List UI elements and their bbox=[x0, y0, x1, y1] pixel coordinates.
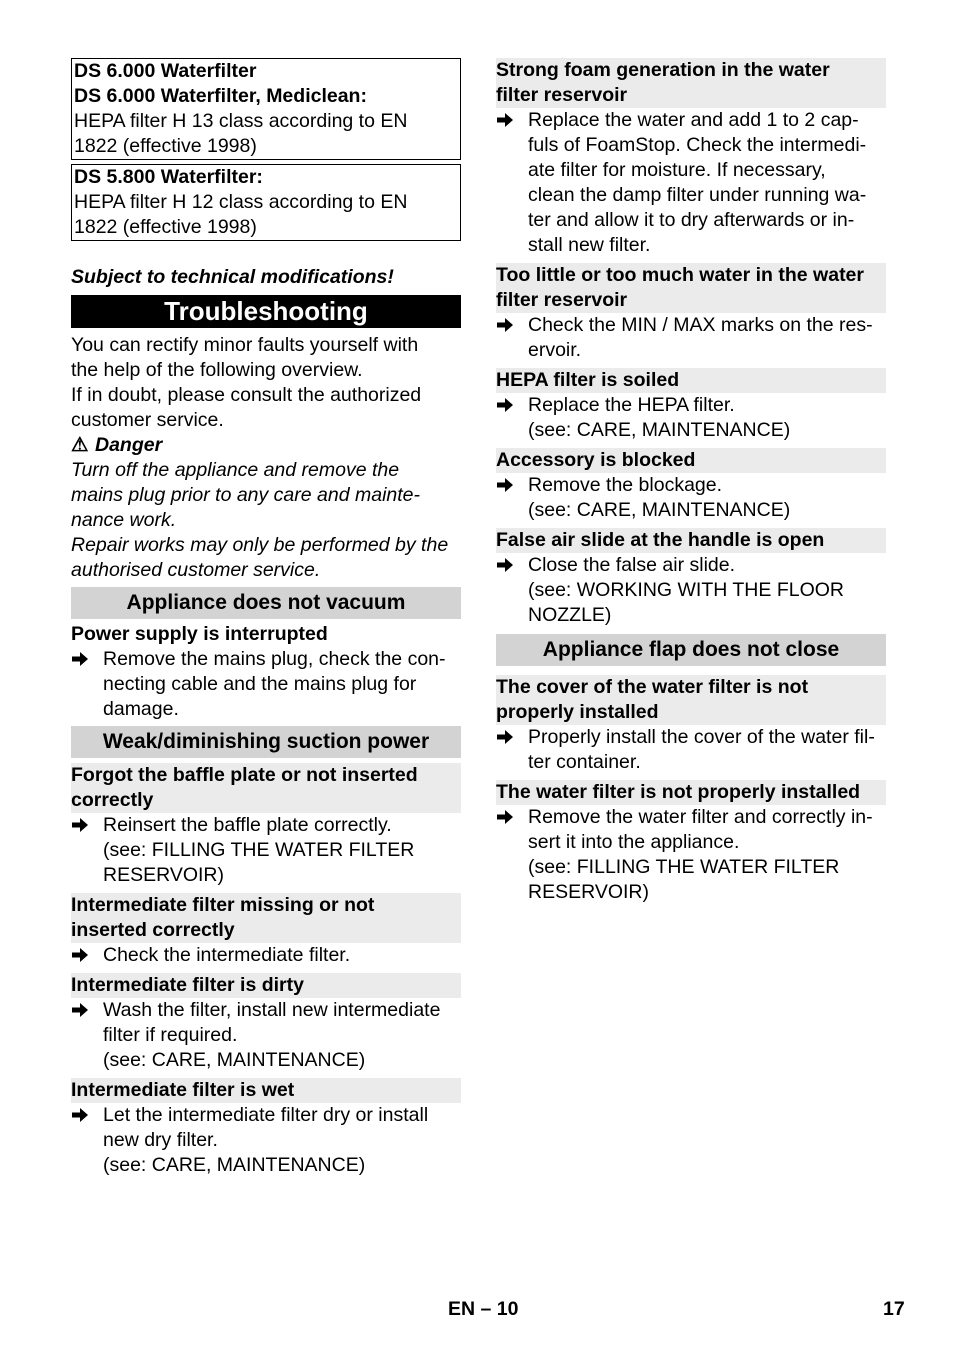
spec-box-ds5800 bbox=[71, 164, 461, 241]
arrow-right-icon bbox=[71, 1103, 93, 1128]
arrow-right-icon bbox=[71, 647, 93, 672]
bullet-item bbox=[496, 108, 886, 258]
arrow-right-icon bbox=[71, 943, 93, 968]
subheading bbox=[496, 528, 886, 553]
bullet-line: filter if required. bbox=[103, 1024, 238, 1046]
bullet-item bbox=[71, 1103, 461, 1178]
bullet-item bbox=[496, 313, 886, 363]
bullet-line: new dry filter. bbox=[103, 1129, 218, 1151]
danger-text bbox=[71, 458, 461, 583]
bullet-item bbox=[496, 553, 886, 628]
bullet-line: necting cable and the mains plug for bbox=[103, 673, 417, 695]
bullet-line: (see: WORKING WITH THE FLOOR bbox=[528, 579, 844, 601]
spec-text: 1822 (effective 1998) bbox=[74, 216, 257, 238]
spec-model: DS 6.000 Waterfilter bbox=[74, 60, 257, 82]
subheading-line: filter reservoir bbox=[496, 84, 628, 106]
bullet-line: damage. bbox=[103, 698, 179, 720]
right-column bbox=[496, 58, 886, 905]
arrow-right-icon bbox=[496, 805, 518, 830]
subheading bbox=[71, 763, 461, 813]
bullet-item bbox=[496, 725, 886, 775]
spec-text: HEPA filter H 12 class according to EN bbox=[74, 191, 408, 213]
bullet-line: Close the false air slide. bbox=[528, 554, 736, 576]
arrow-right-icon bbox=[496, 473, 518, 498]
section-heading: Weak/diminishing suction power bbox=[71, 726, 461, 758]
spec-text: 1822 (effective 1998) bbox=[74, 135, 257, 157]
bullet-line: (see: CARE, MAINTENANCE) bbox=[103, 1049, 366, 1071]
subheading-line: correctly bbox=[71, 789, 154, 811]
subheading bbox=[496, 780, 886, 805]
bullet-line: Check the intermediate filter. bbox=[103, 944, 351, 966]
bullet-line: RESERVOIR) bbox=[528, 881, 649, 903]
intro-text bbox=[71, 333, 461, 433]
bullet-item bbox=[496, 393, 886, 443]
bullet-line: stall new filter. bbox=[528, 234, 651, 256]
subheading-line: Forgot the baffle plate or not inserted bbox=[71, 764, 418, 786]
arrow-right-icon bbox=[71, 998, 93, 1023]
subheading bbox=[496, 263, 886, 313]
subheading-line: inserted correctly bbox=[71, 919, 235, 941]
subheading-line: Intermediate filter is dirty bbox=[71, 974, 304, 996]
bullet-line: Let the intermediate filter dry or install bbox=[103, 1104, 429, 1126]
subheading-line: The cover of the water filter is not bbox=[496, 676, 809, 698]
subheading-line: filter reservoir bbox=[496, 289, 628, 311]
subheading-line: Too little or too much water in the water bbox=[496, 264, 864, 286]
bullet-line: (see: CARE, MAINTENANCE) bbox=[528, 419, 791, 441]
arrow-right-icon bbox=[496, 108, 518, 133]
intro-line: customer service. bbox=[71, 409, 224, 431]
bullet-line: ter container. bbox=[528, 751, 641, 773]
intro-line: the help of the following overview. bbox=[71, 359, 363, 381]
left-column bbox=[71, 58, 461, 1178]
bullet-item bbox=[496, 805, 886, 905]
subheading bbox=[71, 893, 461, 943]
bullet-line: ervoir. bbox=[528, 339, 582, 361]
bullet-line: RESERVOIR) bbox=[103, 864, 224, 886]
arrow-right-icon bbox=[496, 393, 518, 418]
page-title: Troubleshooting bbox=[71, 295, 461, 328]
bullet-item bbox=[71, 813, 461, 888]
footer-section-label: EN – 10 bbox=[448, 1298, 519, 1320]
arrow-right-icon bbox=[496, 553, 518, 578]
subheading-line: Intermediate filter is wet bbox=[71, 1079, 295, 1101]
bullet-line: Wash the filter, install new intermediate bbox=[103, 999, 441, 1021]
bullet-line: Check the MIN / MAX marks on the res- bbox=[528, 314, 873, 336]
bullet-item bbox=[71, 998, 461, 1073]
subheading-line: Accessory is blocked bbox=[496, 449, 696, 471]
spec-box-ds6000 bbox=[71, 58, 461, 160]
spec-model: DS 5.800 Waterfilter: bbox=[74, 166, 263, 188]
danger-line: mains plug prior to any care and mainte- bbox=[71, 484, 421, 506]
bullet-line: (see: CARE, MAINTENANCE) bbox=[103, 1154, 366, 1176]
bullet-line: Remove the water filter and correctly in- bbox=[528, 806, 873, 828]
warning-icon: ⚠ bbox=[71, 434, 89, 456]
subheading-line: HEPA filter is soiled bbox=[496, 369, 680, 391]
subheading bbox=[496, 675, 886, 725]
intro-line: You can rectify minor faults yourself with bbox=[71, 334, 419, 356]
bullet-line: (see: FILLING THE WATER FILTER bbox=[103, 839, 415, 861]
danger-line: nance work. bbox=[71, 509, 177, 531]
section-heading: Appliance does not vacuum bbox=[71, 587, 461, 619]
bullet-item bbox=[496, 473, 886, 523]
page-number: 17 bbox=[883, 1298, 905, 1320]
bullet-line: sert it into the appliance. bbox=[528, 831, 740, 853]
bullet-line: Replace the water and add 1 to 2 cap- bbox=[528, 109, 859, 131]
bullet-line: Reinsert the baffle plate correctly. bbox=[103, 814, 392, 836]
arrow-right-icon bbox=[496, 313, 518, 338]
spec-text: HEPA filter H 13 class according to EN bbox=[74, 110, 408, 132]
bullet-line: NOZZLE) bbox=[528, 604, 612, 626]
subheading bbox=[71, 1078, 461, 1103]
subheading-line: Strong foam generation in the water bbox=[496, 59, 830, 81]
subheading-line: Intermediate filter missing or not bbox=[71, 894, 375, 916]
subheading bbox=[496, 368, 886, 393]
bullet-line: Remove the mains plug, check the con- bbox=[103, 648, 446, 670]
spec-model: DS 6.000 Waterfilter, Mediclean: bbox=[74, 85, 367, 107]
danger-line: authorised customer service. bbox=[71, 559, 321, 581]
subheading-line: False air slide at the handle is open bbox=[496, 529, 825, 551]
bullet-line: clean the damp filter under running wa- bbox=[528, 184, 867, 206]
arrow-right-icon bbox=[496, 725, 518, 750]
subheading bbox=[496, 448, 886, 473]
bullet-line: Replace the HEPA filter. bbox=[528, 394, 735, 416]
bullet-line: Remove the blockage. bbox=[528, 474, 723, 496]
subheading bbox=[71, 973, 461, 998]
bullet-item bbox=[71, 943, 461, 968]
arrow-right-icon bbox=[71, 813, 93, 838]
bullet-line: (see: FILLING THE WATER FILTER bbox=[528, 856, 840, 878]
subheading bbox=[496, 58, 886, 108]
bullet-line: ate filter for moisture. If necessary, bbox=[528, 159, 826, 181]
bullet-line: (see: CARE, MAINTENANCE) bbox=[528, 499, 791, 521]
subheading-line: properly installed bbox=[496, 701, 659, 723]
danger-heading bbox=[71, 433, 461, 458]
danger-line: Repair works may only be performed by the bbox=[71, 534, 449, 556]
subheading: Power supply is interrupted bbox=[71, 623, 328, 645]
danger-line: Turn off the appliance and remove the bbox=[71, 459, 400, 481]
section-heading: Appliance flap does not close bbox=[496, 634, 886, 666]
bullet-line: Properly install the cover of the water fil- bbox=[528, 726, 875, 748]
danger-label: Danger bbox=[95, 434, 163, 456]
bullet-item bbox=[71, 647, 461, 722]
subject-note: Subject to technical modifications! bbox=[71, 266, 394, 288]
bullet-line: ter and allow it to dry afterwards or in- bbox=[528, 209, 855, 231]
intro-line: If in doubt, please consult the authorized bbox=[71, 384, 422, 406]
bullet-line: fuls of FoamStop. Check the intermedi- bbox=[528, 134, 867, 156]
subheading-line: The water filter is not properly installed bbox=[496, 781, 861, 803]
